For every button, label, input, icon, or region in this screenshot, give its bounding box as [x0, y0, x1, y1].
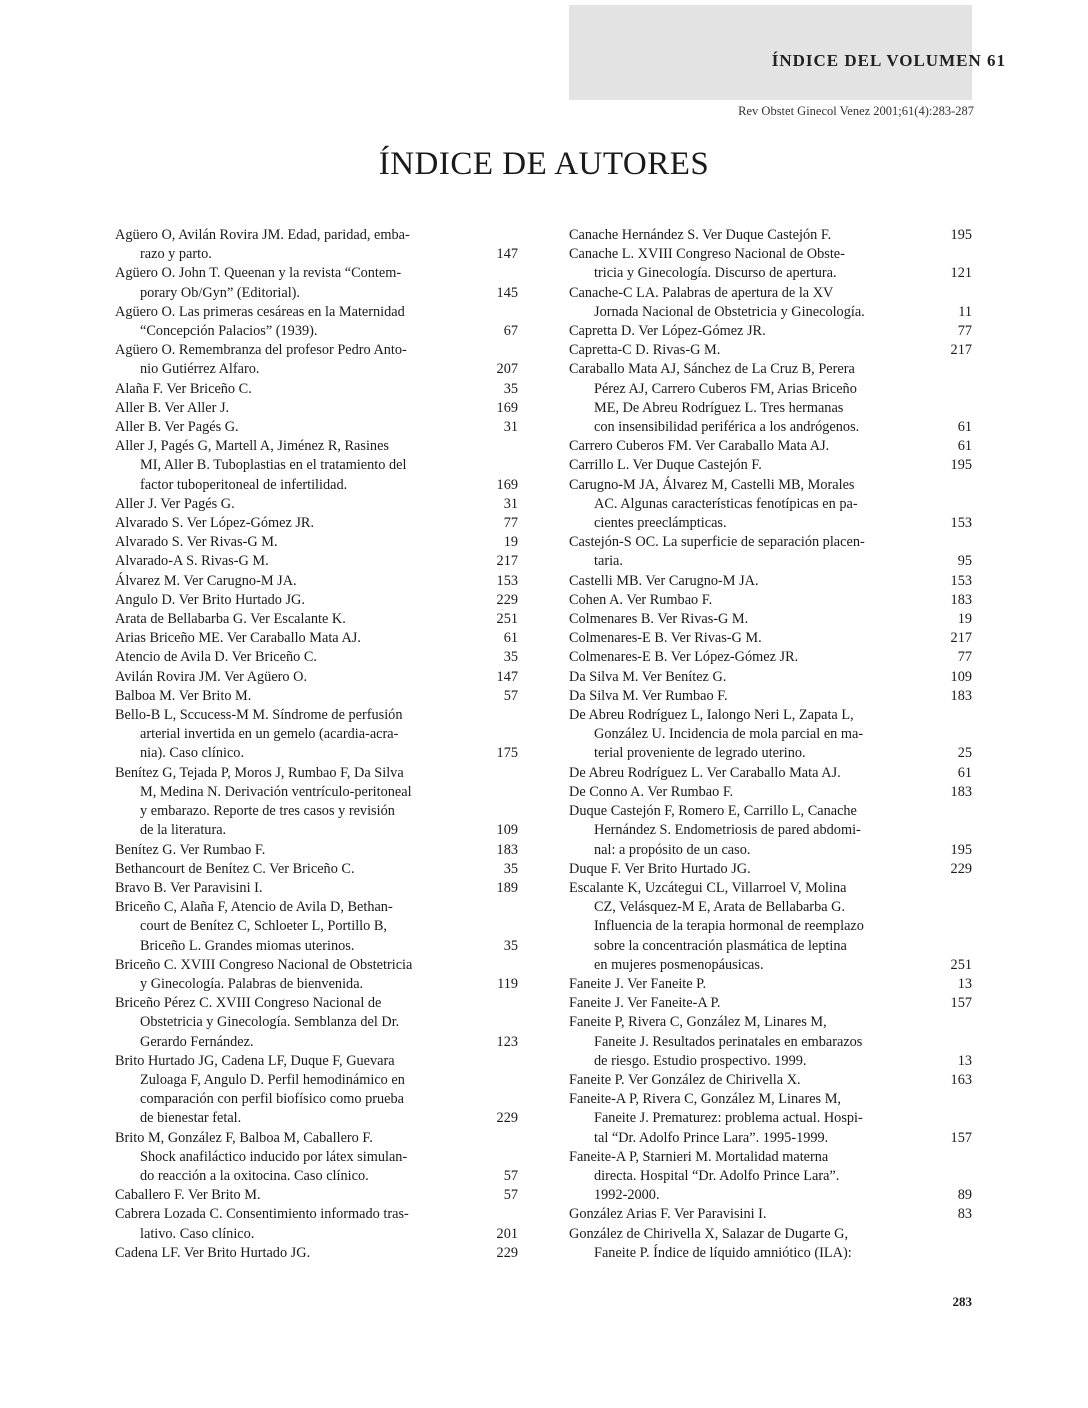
index-entry	[115, 1052, 518, 1129]
index-entry	[115, 533, 518, 552]
entry-line: Faneite P. Ver González de Chirivella X.	[569, 1071, 801, 1088]
index-entry	[569, 322, 972, 341]
index-entry	[115, 668, 518, 687]
index-entry	[569, 456, 972, 475]
entry-line: Colmenares B. Ver Rivas-G M.	[569, 611, 749, 628]
entry-page-number: 195	[950, 457, 972, 474]
entry-line: Caballero F. Ver Brito M.	[115, 1187, 261, 1204]
index-entry	[115, 495, 518, 514]
entry-line: tricia y Ginecología. Discurso de apertura.	[594, 265, 837, 282]
entry-line: tal “Dr. Adolfo Prince Lara”. 1995-1999.	[594, 1129, 829, 1146]
entry-line: González de Chirivella X, Salazar de Dugarte G,	[569, 1225, 849, 1242]
entry-line: Colmenares-E B. Ver Rivas-G M.	[569, 630, 762, 647]
index-entry	[569, 1148, 972, 1206]
entry-page-number: 207	[496, 361, 518, 378]
index-entry	[115, 841, 518, 860]
entry-page-number: 195	[950, 227, 972, 243]
entry-page-number: 183	[950, 687, 972, 704]
entry-page-number: 195	[950, 841, 972, 858]
entry-line: Briceño Pérez C. XVIII Congreso Nacional de	[115, 995, 382, 1012]
entry-page-number: 153	[950, 515, 972, 532]
entry-line: Balboa M. Ver Brito M.	[115, 687, 252, 704]
entry-page-number: 57	[503, 1167, 518, 1184]
index-entry	[115, 341, 518, 379]
entry-line: Bravo B. Ver Paravisini I.	[115, 879, 263, 896]
entry-line: Capretta-C D. Rivas-G M.	[569, 342, 721, 359]
index-entry	[569, 1225, 972, 1263]
entry-line: Bello-B L, Sccucess-M M. Síndrome de perfusión	[115, 707, 403, 724]
entry-line: directa. Hospital “Dr. Adolfo Prince Lara”.	[594, 1167, 840, 1184]
entry-page-number: 67	[503, 323, 518, 340]
entry-page-number: 19	[957, 611, 972, 628]
entry-page-number: 83	[957, 1206, 972, 1223]
entry-page-number: 119	[497, 975, 518, 992]
entry-line: Agüero O, Avilán Rovira JM. Edad, paridad, emba-	[115, 227, 410, 243]
entry-line: Faneite P, Rivera C, González M, Linares M,	[569, 1014, 827, 1031]
index-entry	[115, 437, 518, 495]
entry-page-number: 229	[496, 1110, 518, 1127]
entry-page-number: 147	[496, 668, 518, 685]
entry-page-number: 189	[496, 879, 518, 896]
entry-line: Capretta D. Ver López-Gómez JR.	[569, 323, 766, 340]
entry-page-number: 217	[950, 630, 972, 647]
entry-line: Da Silva M. Ver Benítez G.	[569, 668, 727, 685]
index-entry	[569, 706, 972, 764]
entry-line: Pérez AJ, Carrero Cuberos FM, Arias Briceño	[594, 380, 857, 397]
entry-line: Castejón-S OC. La superficie de separación placen-	[569, 534, 865, 551]
index-entry	[569, 1071, 972, 1090]
entry-line: Da Silva M. Ver Rumbao F.	[569, 687, 728, 704]
index-entry	[115, 764, 518, 841]
entry-line: y embarazo. Reporte de tres casos y revisión	[140, 803, 395, 820]
index-entry	[115, 1186, 518, 1205]
index-entry	[569, 437, 972, 456]
entry-page-number: 13	[957, 1052, 972, 1069]
entry-page-number: 183	[950, 591, 972, 608]
entry-line: nio Gutiérrez Alfaro.	[140, 361, 260, 378]
entry-line: Shock anafiláctico inducido por látex simulan-	[140, 1148, 408, 1165]
entry-line: Benítez G. Ver Rumbao F.	[115, 841, 266, 858]
entry-line: Canache-C LA. Palabras de apertura de la XV	[569, 284, 834, 301]
entry-line: Angulo D. Ver Brito Hurtado JG.	[115, 591, 305, 608]
index-entry	[115, 687, 518, 706]
entry-line: Colmenares-E B. Ver López-Gómez JR.	[569, 649, 799, 666]
entry-page-number: 157	[950, 1129, 972, 1146]
entry-page-number: 61	[957, 419, 972, 436]
index-entry	[115, 860, 518, 879]
entry-page-number: 77	[957, 323, 972, 340]
entry-page-number: 183	[496, 841, 518, 858]
entry-line: do reacción a la oxitocina. Caso clínico.	[140, 1167, 369, 1184]
entry-page-number: 31	[503, 495, 518, 512]
entry-line: Cadena LF. Ver Brito Hurtado JG.	[115, 1244, 311, 1261]
entry-line: Briceño C, Alaña F, Atencio de Avila D, Bethan-	[115, 899, 393, 916]
index-entry	[115, 264, 518, 302]
entry-line: razo y parto.	[140, 246, 212, 263]
entry-page-number: 95	[957, 553, 972, 570]
index-entry	[569, 591, 972, 610]
entry-line: Faneite J. Ver Faneite P.	[569, 975, 707, 992]
index-entry	[569, 226, 972, 245]
index-entry	[569, 860, 972, 879]
page-title: ÍNDICE DE AUTORES	[378, 146, 710, 182]
entry-line: Alvarado-A S. Rivas-G M.	[115, 553, 269, 570]
entry-page-number: 153	[950, 572, 972, 589]
entry-line: Álvarez M. Ver Carugno-M JA.	[115, 572, 297, 589]
entry-line: Faneite J. Prematurez: problema actual. Hospi-	[594, 1110, 863, 1127]
index-entry	[569, 994, 972, 1013]
entry-line: Faneite P. Índice de líquido amniótico (ILA):	[594, 1244, 852, 1261]
index-entry	[569, 476, 972, 534]
entry-line: en mujeres posmenopáusicas.	[594, 956, 764, 973]
entry-line: Alvarado S. Ver Rivas-G M.	[115, 534, 278, 551]
entry-line: Alvarado S. Ver López-Gómez JR.	[115, 515, 315, 532]
entry-line: cientes preeclámpticas.	[594, 515, 727, 532]
entry-line: Aller B. Ver Aller J.	[115, 399, 230, 416]
index-entry	[115, 399, 518, 418]
index-entry	[115, 303, 518, 341]
index-entry	[115, 226, 518, 264]
entry-line: Obstetricia y Ginecología. Semblanza del Dr.	[140, 1014, 400, 1031]
entry-line: Carrero Cuberos FM. Ver Caraballo Mata AJ.	[569, 438, 830, 455]
entry-page-number: 123	[496, 1033, 518, 1050]
entry-page-number: 11	[958, 303, 972, 320]
entry-line: AC. Algunas características fenotípicas en pa-	[594, 495, 858, 512]
entry-page-number: 229	[950, 860, 972, 877]
entry-line: De Conno A. Ver Rumbao F.	[569, 783, 734, 800]
index-entry	[115, 1129, 518, 1187]
index-entry	[569, 764, 972, 783]
index-entry	[569, 802, 972, 860]
page-number: 283	[952, 1294, 972, 1309]
entry-line: Brito Hurtado JG, Cadena LF, Duque F, Guevara	[115, 1052, 395, 1069]
entry-line: Agüero O. John T. Queenan y la revista “Contem-	[115, 265, 402, 282]
entry-page-number: 251	[950, 956, 972, 973]
entry-page-number: 31	[503, 419, 518, 436]
entry-line: De Abreu Rodríguez L, Ialongo Neri L, Zapata L,	[569, 707, 854, 724]
entry-page-number: 13	[957, 975, 972, 992]
entry-line: Avilán Rovira JM. Ver Agüero O.	[115, 668, 308, 685]
index-entry	[569, 783, 972, 802]
index-entry	[115, 591, 518, 610]
entry-line: Canache L. XVIII Congreso Nacional de Obste-	[569, 246, 845, 263]
right-index-column	[569, 226, 972, 1263]
entry-line: González U. Incidencia de mola parcial en ma-	[594, 726, 864, 743]
entry-line: Duque Castejón F, Romero E, Carrillo L, Canache	[569, 803, 857, 820]
entry-page-number: 35	[503, 380, 518, 397]
entry-line: nal: a propósito de un caso.	[594, 841, 751, 858]
entry-line: Caraballo Mata AJ, Sánchez de La Cruz B, Perera	[569, 361, 855, 378]
entry-page-number: 157	[950, 995, 972, 1012]
entry-line: ME, De Abreu Rodríguez L. Tres hermanas	[594, 399, 844, 416]
index-entry	[569, 1090, 972, 1148]
entry-page-number: 35	[503, 649, 518, 666]
index-entry	[115, 552, 518, 571]
index-entry	[569, 533, 972, 571]
entry-line: Faneite J. Ver Faneite-A P.	[569, 995, 721, 1012]
entry-line: Canache Hernández S. Ver Duque Castejón F.	[569, 227, 832, 243]
entry-line: Brito M, González F, Balboa M, Caballero F.	[115, 1129, 373, 1146]
index-entry	[115, 610, 518, 629]
entry-line: y Ginecología. Palabras de bienvenida.	[140, 975, 364, 992]
index-entry	[569, 879, 972, 975]
index-entry	[569, 1013, 972, 1071]
entry-line: nia). Caso clínico.	[140, 745, 245, 762]
index-entry	[115, 380, 518, 399]
entry-page-number: 57	[503, 1187, 518, 1204]
entry-page-number: 61	[503, 630, 518, 647]
entry-line: Cohen A. Ver Rumbao F.	[569, 591, 713, 608]
entry-page-number: 153	[496, 572, 518, 589]
entry-page-number: 109	[950, 668, 972, 685]
entry-line: sobre la concentración plasmática de leptina	[594, 937, 847, 954]
index-entry	[569, 245, 972, 283]
entry-line: Faneite J. Resultados perinatales en embarazos	[594, 1033, 863, 1050]
entry-line: Arias Briceño ME. Ver Caraballo Mata AJ.	[115, 630, 361, 647]
entry-line: con insensibilidad periférica a los andrógenos.	[594, 419, 860, 436]
entry-line: M, Medina N. Derivación ventrículo-peritoneal	[140, 783, 412, 800]
entry-page-number: 35	[503, 860, 518, 877]
entry-page-number: 163	[950, 1071, 972, 1088]
entry-page-number: 61	[957, 438, 972, 455]
index-entry	[115, 1205, 518, 1243]
entry-page-number: 201	[496, 1225, 518, 1242]
entry-line: Atencio de Avila D. Ver Briceño C.	[115, 649, 317, 666]
index-entry	[569, 687, 972, 706]
entry-line: 1992-2000.	[594, 1187, 660, 1204]
entry-line: Jornada Nacional de Obstetricia y Ginecología.	[594, 303, 865, 320]
entry-line: porary Ob/Gyn” (Editorial).	[140, 284, 300, 301]
entry-page-number: 251	[496, 611, 518, 628]
index-entry	[115, 418, 518, 437]
entry-page-number: 229	[496, 591, 518, 608]
index-entry	[115, 898, 518, 956]
entry-line: De Abreu Rodríguez L. Ver Caraballo Mata AJ.	[569, 764, 841, 781]
index-entry	[115, 629, 518, 648]
entry-page-number: 183	[950, 783, 972, 800]
index-entry	[569, 360, 972, 437]
entry-page-number: 77	[957, 649, 972, 666]
entry-page-number: 77	[503, 515, 518, 532]
citation: Rev Obstet Ginecol Venez 2001;61(4):283-287	[738, 104, 974, 118]
index-entry	[569, 1205, 972, 1224]
entry-page-number: 121	[950, 265, 972, 282]
entry-line: Bethancourt de Benítez C. Ver Briceño C.	[115, 860, 355, 877]
journal-section-title: ÍNDICE DEL VOLUMEN 61	[771, 51, 1006, 70]
entry-line: MI, Aller B. Tuboplastias en el tratamiento del	[140, 457, 407, 474]
entry-line: Cabrera Lozada C. Consentimiento informado tras-	[115, 1206, 409, 1223]
index-entry	[115, 706, 518, 764]
index-entry	[569, 668, 972, 687]
entry-page-number: 217	[496, 553, 518, 570]
entry-line: court de Benítez C, Schloeter L, Portillo B,	[140, 918, 387, 935]
index-entry	[569, 975, 972, 994]
index-entry	[115, 994, 518, 1052]
entry-page-number: 175	[496, 745, 518, 762]
entry-line: Aller J, Pagés G, Martell A, Jiménez R, Rasines	[115, 438, 389, 455]
entry-line: CZ, Velásquez-M E, Arata de Bellabarba G.	[594, 899, 846, 916]
entry-line: Agüero O. Las primeras cesáreas en la Maternidad	[115, 303, 405, 320]
entry-line: terial proveniente de legrado uterino.	[594, 745, 806, 762]
entry-line: comparación con perfil biofísico como prueba	[140, 1091, 404, 1108]
entry-line: de bienestar fetal.	[140, 1110, 242, 1127]
entry-line: Alaña F. Ver Briceño C.	[115, 380, 252, 397]
index-entry	[569, 284, 972, 322]
entry-line: arterial invertida en un gemelo (acardia-acra-	[140, 726, 399, 743]
index-entry	[115, 648, 518, 667]
entry-page-number: 145	[496, 284, 518, 301]
entry-page-number: 89	[957, 1187, 972, 1204]
index-entry	[115, 1244, 518, 1263]
entry-line: taria.	[594, 553, 623, 570]
entry-line: de riesgo. Estudio prospectivo. 1999.	[594, 1052, 807, 1069]
entry-line: Benítez G, Tejada P, Moros J, Rumbao F, Da Silva	[115, 764, 404, 781]
entry-line: Escalante K, Uzcátegui CL, Villarroel V, Molina	[569, 879, 847, 896]
entry-line: Faneite-A P, Rivera C, González M, Linares M,	[569, 1091, 841, 1108]
entry-line: lativo. Caso clínico.	[140, 1225, 255, 1242]
index-entry	[569, 341, 972, 360]
index-entry	[115, 572, 518, 591]
index-entry	[569, 610, 972, 629]
entry-line: Gerardo Fernández.	[140, 1033, 254, 1050]
index-entry	[115, 879, 518, 898]
entry-page-number: 19	[503, 534, 518, 551]
entry-page-number: 229	[496, 1244, 518, 1261]
entry-line: Hernández S. Endometriosis de pared abdomi-	[594, 822, 861, 839]
index-entry	[569, 572, 972, 591]
entry-line: factor tuboperitoneal de infertilidad.	[140, 476, 348, 493]
entry-page-number: 147	[496, 246, 518, 263]
entry-line: Duque F. Ver Brito Hurtado JG.	[569, 860, 751, 877]
entry-line: Briceño L. Grandes miomas uterinos.	[140, 937, 355, 954]
entry-line: Carrillo L. Ver Duque Castejón F.	[569, 457, 762, 474]
entry-line: González Arias F. Ver Paravisini I.	[569, 1206, 767, 1223]
entry-page-number: 25	[957, 745, 972, 762]
entry-line: de la literatura.	[140, 822, 227, 839]
left-index-column	[115, 226, 518, 1263]
entry-line: Castelli MB. Ver Carugno-M JA.	[569, 572, 759, 589]
entry-line: Briceño C. XVIII Congreso Nacional de Obstetricia	[115, 956, 413, 973]
entry-line: Zuloaga F, Angulo D. Perfil hemodinámico en	[140, 1071, 405, 1088]
entry-line: Carugno-M JA, Álvarez M, Castelli MB, Morales	[569, 476, 855, 493]
index-entry	[569, 629, 972, 648]
entry-line: Agüero O. Remembranza del profesor Pedro Anto-	[115, 342, 407, 359]
entry-page-number: 217	[950, 342, 972, 359]
entry-line: Faneite-A P, Starnieri M. Mortalidad materna	[569, 1148, 829, 1165]
entry-page-number: 35	[503, 937, 518, 954]
index-entry	[115, 956, 518, 994]
entry-line: Aller J. Ver Pagés G.	[115, 495, 235, 512]
entry-page-number: 57	[503, 687, 518, 704]
index-entry	[569, 648, 972, 667]
entry-line: “Concepción Palacios” (1939).	[140, 323, 318, 340]
entry-line: Arata de Bellabarba G. Ver Escalante K.	[115, 611, 346, 628]
entry-page-number: 169	[496, 399, 518, 416]
entry-page-number: 61	[957, 764, 972, 781]
entry-page-number: 169	[496, 476, 518, 493]
entry-line: Aller B. Ver Pagés G.	[115, 419, 239, 436]
entry-line: Influencia de la terapia hormonal de reemplazo	[594, 918, 864, 935]
index-entry	[115, 514, 518, 533]
entry-page-number: 109	[496, 822, 518, 839]
